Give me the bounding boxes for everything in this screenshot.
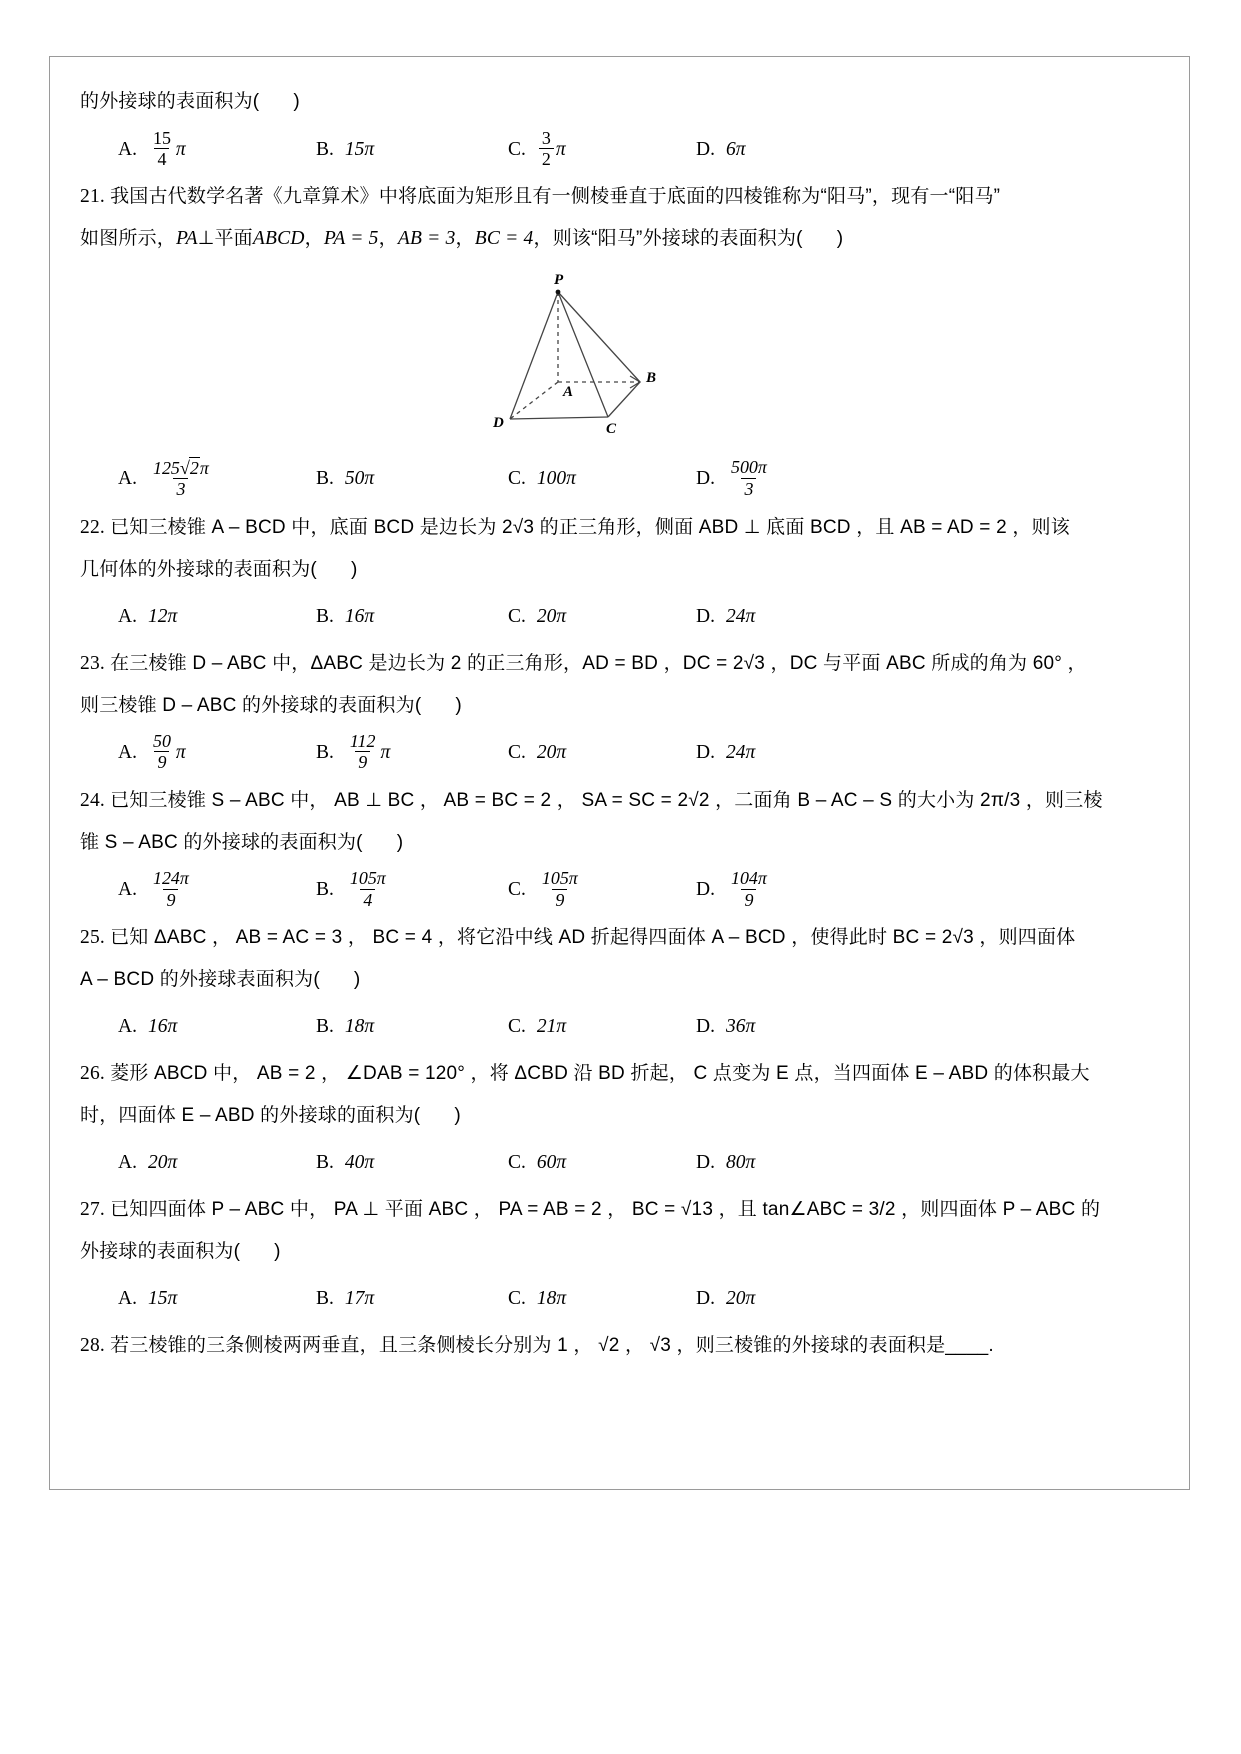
question-24-text1: 已知三棱锥 S – ABC 中， AB ⊥ BC ， AB = BC = 2 ， SA = SC = 2√2 ，二面角 B – AC – S 的大小为 2π/3 ，则三棱 (110, 789, 1103, 811)
question-27-text2: 外接球的表面积为( (80, 1241, 241, 1263)
question-21-number: 21. (80, 186, 105, 208)
question-28-number: 28. (80, 1335, 105, 1357)
q24-option-b-numerator: 105π (349, 868, 386, 889)
option-a-label: A. (118, 138, 137, 160)
q24-option-b-label: B. (316, 879, 334, 901)
q24-option-b[interactable] (316, 870, 508, 911)
q21-option-c-value: 100π (536, 468, 576, 490)
question-21-pa: PA (176, 228, 198, 250)
q24-option-b-fraction (347, 868, 389, 909)
question-26 (80, 1053, 1159, 1183)
option-c-denominator: 2 (539, 148, 554, 169)
q23-option-b[interactable] (316, 733, 508, 774)
q22-option-b-value: 16π (344, 605, 375, 627)
q25-option-d-label: D. (696, 1016, 715, 1038)
q27-option-d-value: 20π (725, 1288, 756, 1310)
q22-option-b[interactable] (316, 597, 508, 637)
question-22-line2 (80, 549, 1159, 591)
options-row-q20 (80, 129, 1159, 170)
options-row-q22 (80, 597, 1159, 637)
question-21-pa5: PA = 5 (323, 228, 379, 250)
vertex-p-dot (556, 290, 561, 295)
document-content (50, 57, 1189, 1367)
question-21-comma2: ， (378, 228, 398, 250)
option-a-numerator: 15 (152, 127, 171, 148)
q22-option-b-label: B. (316, 605, 334, 627)
option-b[interactable] (316, 129, 508, 170)
option-d-value: 6π (725, 138, 746, 160)
q23-option-d-label: D. (696, 742, 715, 764)
q27-option-c[interactable] (508, 1279, 696, 1319)
option-d-label: D. (696, 138, 715, 160)
q22-option-c[interactable] (508, 597, 696, 637)
q24-option-b-denominator: 4 (360, 889, 375, 910)
question-23 (80, 643, 1159, 774)
q23-option-d[interactable] (696, 733, 876, 774)
question-24-number: 24. (80, 789, 105, 811)
question-21-comma3: ， (455, 228, 475, 250)
question-22-close: ) (350, 558, 358, 580)
option-c-pi: π (555, 138, 566, 160)
q21-option-b-value: 50π (344, 468, 375, 490)
figure-label-d: D (493, 415, 504, 432)
question-25-close: ) (353, 969, 361, 991)
question-28-text1: 若三棱锥的三条侧棱两两垂直，且三条侧棱长分别为 1 ， √2 ， √3 ，则三棱锥的外接球的表面积是____. (110, 1335, 994, 1357)
q22-option-c-value: 20π (536, 605, 567, 627)
q21-option-d-denominator: 3 (741, 478, 756, 499)
continued-stem-text: 的外接球的表面积为( (80, 91, 260, 112)
question-27 (80, 1189, 1159, 1319)
question-26-line1 (80, 1053, 1159, 1095)
pyramid-diagram (440, 262, 700, 452)
q24-option-a-label: A. (118, 879, 137, 901)
q25-option-a-value: 16π (147, 1016, 178, 1038)
options-row-q25 (80, 1007, 1159, 1047)
q23-option-c-value: 20π (536, 742, 567, 764)
question-23-number: 23. (80, 652, 105, 674)
q24-option-c-label: C. (508, 879, 526, 901)
q26-option-b[interactable] (316, 1143, 508, 1183)
option-a-denominator: 4 (154, 148, 169, 169)
q25-option-b[interactable] (316, 1007, 508, 1047)
q24-option-d-denominator: 9 (741, 889, 756, 910)
options-row-q24 (80, 870, 1159, 911)
q23-option-a-fraction (150, 731, 174, 772)
q23-option-b-fraction (347, 731, 379, 772)
question-25-number: 25. (80, 927, 105, 949)
q21-option-b-label: B. (316, 468, 334, 490)
q26-option-d[interactable] (696, 1143, 876, 1183)
question-25 (80, 917, 1159, 1047)
q27-option-a-value: 15π (147, 1288, 178, 1310)
q23-option-b-label: B. (316, 742, 334, 764)
question-23-line1 (80, 643, 1159, 685)
question-21-ab3: AB = 3 (397, 228, 456, 250)
edge-d-c (510, 417, 608, 419)
q23-option-a-label: A. (118, 742, 137, 764)
q24-option-a[interactable] (118, 870, 316, 911)
edge-d-p (510, 292, 558, 419)
option-c[interactable] (508, 129, 696, 170)
q24-option-d[interactable] (696, 870, 876, 911)
question-21-line1 (80, 176, 1159, 218)
q23-option-a-denominator: 9 (154, 751, 169, 772)
question-25-line1 (80, 917, 1159, 959)
question-21-abcd: ABCD (252, 228, 305, 250)
question-27-line2 (80, 1231, 1159, 1273)
q24-option-d-label: D. (696, 879, 715, 901)
question-23-text2: 则三棱锥 D – ABC 的外接球的表面积为( (80, 694, 422, 716)
q21-option-d-fraction (728, 457, 770, 498)
q23-option-b-denominator: 9 (355, 751, 370, 772)
question-22 (80, 507, 1159, 637)
q27-option-d-label: D. (696, 1288, 715, 1310)
sqrt-2-icon: √2 (179, 457, 199, 478)
q23-option-b-numerator: 112 (349, 731, 376, 752)
question-21-line2 (80, 218, 1159, 260)
q21-option-a-denominator: 3 (173, 478, 188, 499)
figure-label-c: C (606, 421, 617, 438)
q24-option-d-numerator: 104π (730, 868, 767, 889)
q24-option-a-numerator: 124π (152, 868, 189, 889)
question-24-line2 (80, 822, 1159, 864)
q21-option-c[interactable] (508, 458, 696, 501)
q26-option-c-value: 60π (536, 1152, 567, 1174)
q27-option-b[interactable] (316, 1279, 508, 1319)
q22-option-c-label: C. (508, 605, 526, 627)
q25-option-d-value: 36π (725, 1016, 756, 1038)
question-21 (80, 176, 1159, 501)
q22-option-d-label: D. (696, 605, 715, 627)
question-28 (80, 1325, 1159, 1367)
option-c-label: C. (508, 138, 526, 160)
options-row-q23 (80, 733, 1159, 774)
q24-option-a-fraction (150, 868, 192, 909)
q25-option-c[interactable] (508, 1007, 696, 1047)
q23-option-a-pi: π (175, 742, 186, 764)
question-23-line2 (80, 685, 1159, 727)
q27-option-a[interactable] (118, 1279, 316, 1319)
continued-stem-close: ) (293, 91, 300, 112)
q22-option-a-value: 12π (147, 605, 178, 627)
question-21-text2b: ⊥平面 (197, 228, 253, 250)
q27-option-b-label: B. (316, 1288, 334, 1310)
q25-option-a-label: A. (118, 1016, 137, 1038)
q26-option-a-label: A. (118, 1152, 137, 1174)
question-22-number: 22. (80, 516, 105, 538)
option-a[interactable] (118, 129, 316, 170)
question-25-text2: A – BCD 的外接球表面积为( (80, 969, 320, 991)
question-21-text1: 我国古代数学名著《九章算术》中将底面为矩形且有一侧棱垂直于底面的四棱锥称为“阳马”，现有一“阳马” (110, 186, 1001, 208)
q23-option-b-pi: π (380, 742, 391, 764)
question-21-bc4: BC = 4 (474, 228, 534, 250)
q23-option-a-numerator: 50 (152, 731, 171, 752)
question-22-text1: 已知三棱锥 A – BCD 中，底面 BCD 是边长为 2√3 的正三角形，侧面 ABD ⊥ 底面 BCD ，且 AB = AD = 2 ，则该 (110, 516, 1070, 538)
options-row-q27 (80, 1279, 1159, 1319)
figure-label-a: A (563, 384, 574, 401)
q22-option-d[interactable] (696, 597, 876, 637)
question-24-line1 (80, 780, 1159, 822)
edge-p-b (558, 292, 640, 382)
q24-option-c-fraction (539, 868, 581, 909)
q26-option-c-label: C. (508, 1152, 526, 1174)
q21-option-a[interactable] (118, 458, 316, 501)
q27-option-c-value: 18π (536, 1288, 567, 1310)
option-a-fraction (150, 128, 174, 169)
q21-option-d-numerator: 500π (730, 457, 767, 478)
figure-label-p: P (554, 272, 564, 289)
q25-option-c-value: 21π (536, 1016, 567, 1038)
question-24-text2: 锥 S – ABC 的外接球的表面积为( (80, 831, 363, 853)
q25-option-d[interactable] (696, 1007, 876, 1047)
option-b-value: 15π (344, 138, 375, 160)
edge-c-b (608, 382, 640, 417)
q26-option-c[interactable] (508, 1143, 696, 1183)
question-26-text1: 菱形 ABCD 中， AB = 2 ， ∠DAB = 120° ，将 ΔCBD 沿 BD 折起， C 点变为 E 点，当四面体 E – ABD 的体积最大 (110, 1063, 1090, 1085)
question-26-text2: 时，四面体 E – ABD 的外接球的面积为( (80, 1105, 421, 1127)
question-27-text1: 已知四面体 P – ABC 中， PA ⊥ 平面 ABC ， PA = AB = 2 ， BC = √13 ，且 tan∠ABC = 3/2 ，则四面体 P – ABC 的 (110, 1199, 1101, 1221)
q22-option-a[interactable] (118, 597, 316, 637)
pyramid-figure (80, 262, 1159, 452)
q27-option-a-label: A. (118, 1288, 137, 1310)
q27-option-c-label: C. (508, 1288, 526, 1310)
question-27-line1 (80, 1189, 1159, 1231)
q21-option-a-numerator: 125√2π (152, 457, 209, 478)
q26-option-b-label: B. (316, 1152, 334, 1174)
q25-option-b-label: B. (316, 1016, 334, 1038)
q23-option-c[interactable] (508, 733, 696, 774)
q21-option-c-label: C. (508, 468, 526, 490)
q26-option-d-label: D. (696, 1152, 715, 1174)
q24-option-c[interactable] (508, 870, 696, 911)
q26-option-a-value: 20π (147, 1152, 178, 1174)
document-page (49, 56, 1190, 1490)
q23-option-c-label: C. (508, 742, 526, 764)
continued-stem (80, 81, 1159, 123)
option-c-fraction (539, 128, 554, 169)
question-26-number: 26. (80, 1063, 105, 1085)
q25-option-a[interactable] (118, 1007, 316, 1047)
question-26-line2 (80, 1095, 1159, 1137)
option-b-label: B. (316, 138, 334, 160)
q27-option-d[interactable] (696, 1279, 876, 1319)
question-26-close: ) (454, 1105, 461, 1127)
question-23-close: ) (455, 694, 462, 716)
q26-option-b-value: 40π (344, 1152, 375, 1174)
option-d[interactable] (696, 129, 876, 170)
q27-option-b-value: 17π (344, 1288, 375, 1310)
q23-option-d-value: 24π (725, 742, 756, 764)
q21-option-a-label: A. (118, 468, 137, 490)
question-21-comma1: ， (304, 228, 324, 250)
q26-option-a[interactable] (118, 1143, 316, 1183)
q21-option-a-fraction (150, 457, 212, 500)
q21-option-b[interactable] (316, 458, 508, 501)
question-22-line1 (80, 507, 1159, 549)
question-25-line2 (80, 959, 1159, 1001)
q25-option-b-value: 18π (344, 1016, 375, 1038)
q25-option-c-label: C. (508, 1016, 526, 1038)
q22-option-d-value: 24π (725, 605, 756, 627)
option-c-numerator: 3 (541, 127, 551, 148)
question-28-line1 (80, 1325, 1159, 1367)
q24-option-c-denominator: 9 (552, 889, 567, 910)
question-24-close: ) (396, 831, 404, 853)
q21-option-d[interactable] (696, 458, 876, 501)
question-25-text1: 已知 ΔABC ， AB = AC = 3 ， BC = 4 ，将它沿中线 AD 折起得四面体 A – BCD ，使得此时 BC = 2√3 ，则四面体 (110, 927, 1076, 949)
figure-label-b: B (646, 370, 657, 387)
options-row-q21 (80, 458, 1159, 501)
q24-option-d-fraction (728, 868, 770, 909)
option-a-pi: π (175, 138, 186, 160)
question-21-close: ) (836, 228, 844, 250)
q22-option-a-label: A. (118, 605, 137, 627)
q26-option-d-value: 80π (725, 1152, 756, 1174)
question-27-close: ) (274, 1241, 281, 1263)
question-21-text2f: ，则该“阳马”外接球的表面积为( (533, 228, 803, 250)
q24-option-a-denominator: 9 (163, 889, 178, 910)
q24-option-c-numerator: 105π (541, 868, 578, 889)
question-27-number: 27. (80, 1199, 105, 1221)
question-22-text2: 几何体的外接球的表面积为( (80, 558, 317, 580)
question-21-text2a: 如图所示， (80, 228, 177, 250)
question-24 (80, 780, 1159, 911)
question-23-text1: 在三棱锥 D – ABC 中，ΔABC 是边长为 2 的正三角形，AD = BD ，DC = 2√3 ，DC 与平面 ABC 所成的角为 60° ， (110, 652, 1087, 674)
q23-option-a[interactable] (118, 733, 316, 774)
options-row-q26 (80, 1143, 1159, 1183)
q21-option-d-label: D. (696, 468, 715, 490)
